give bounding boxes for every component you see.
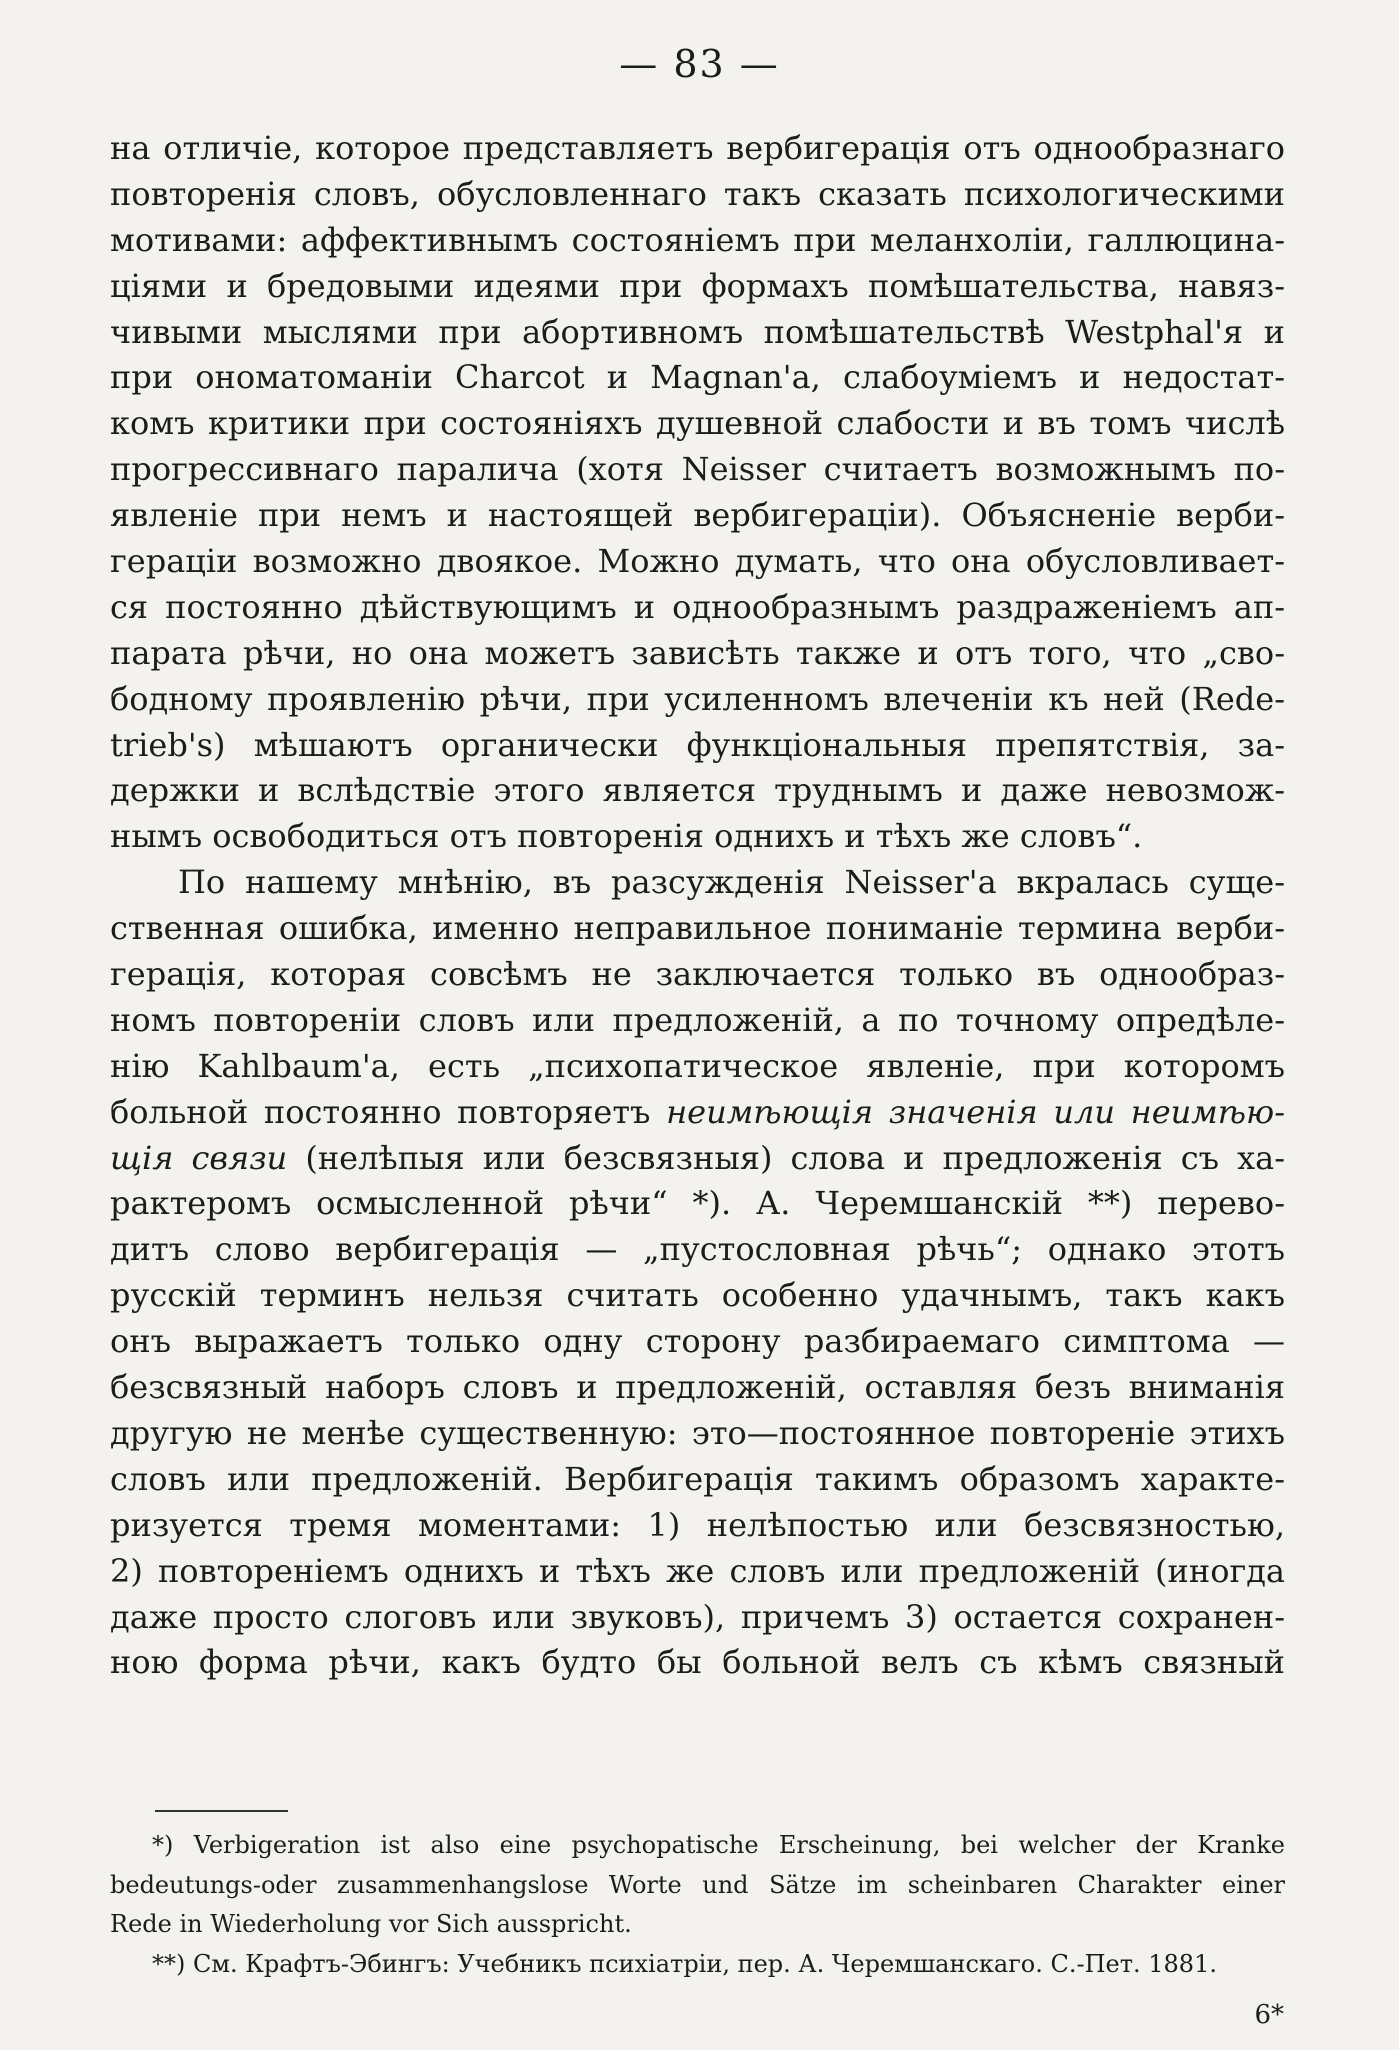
text-line: ственная ошибка, именно неправильное пониманіе термина верби- bbox=[110, 909, 1285, 948]
text-line: ся постоянно дѣйствующимъ и однообразнымъ раздраженіемъ ап- bbox=[110, 587, 1285, 626]
text-line bbox=[110, 1136, 1285, 1182]
text-line: русскій терминъ нельзя считать особенно удачнымъ, такъ какъ bbox=[110, 1276, 1285, 1315]
text-line: нію Kahlbaum'а, есть „психопатическое явленіе, при которомъ bbox=[110, 1046, 1285, 1085]
text-line: явленіе при немъ и настоящей вербигераціи). Объясненіе верби- bbox=[110, 496, 1285, 535]
text-line: даже просто слоговъ или звуковъ), причемъ 3) остается сохранен- bbox=[110, 1597, 1285, 1636]
text-line: комъ критики при состояніяхъ душевной слабости и въ томъ числѣ bbox=[110, 404, 1285, 443]
text-line: словъ или предложеній. Вербигерація такимъ образомъ характе- bbox=[110, 1459, 1285, 1498]
body-text bbox=[110, 126, 1285, 1686]
text-line: ною форма рѣчи, какъ будто бы больной велъ съ кѣмъ связный bbox=[110, 1643, 1285, 1682]
text-line: чивыми мыслями при абортивномъ помѣшательствѣ Westphal'я и bbox=[110, 312, 1285, 351]
footnote-line: **) См. Крафтъ-Эбингъ: Учебникъ психіатріи, пер. А. Черемшанскаго. С.-Пет. 1881. bbox=[152, 1949, 1217, 1978]
footnote-line: Rede in Wiederholung vor Sich ausspricht. bbox=[110, 1910, 632, 1938]
text-line: гераціи возможно двоякое. Можно думать, что она обусловливает- bbox=[110, 542, 1285, 581]
text-line: парата рѣчи, но она можетъ зависѣть также и отъ того, что „сво- bbox=[110, 633, 1285, 672]
signature-mark: 6* bbox=[1254, 2000, 1284, 2030]
footnote-line: *) Verbigeration ist also eine psychopatische Erscheinung, bei welcher der Kranke bbox=[152, 1831, 1285, 1859]
text-line: держки и вслѣдствіе этого является труднымъ и даже невозмож- bbox=[110, 771, 1285, 810]
text-line: безсвязный наборъ словъ и предложеній, оставляя безъ вниманія bbox=[110, 1368, 1285, 1407]
text-line: бодному проявленію рѣчи, при усиленномъ влеченіи къ ней (Rede- bbox=[110, 679, 1285, 718]
text-line: на отличіе, которое представляетъ вербигерація отъ однообразнаго bbox=[110, 129, 1285, 167]
text-line: По нашему мнѣнію, въ разсужденія Neisser'а вкралась суще- bbox=[178, 863, 1285, 902]
text-line: герація, которая совсѣмъ не заключается только въ однообраз- bbox=[110, 955, 1285, 994]
text-line bbox=[110, 1090, 1285, 1136]
footnotes bbox=[110, 1826, 1285, 1984]
footnote-separator bbox=[155, 1810, 288, 1812]
text-line: онъ выражаетъ только одну сторону разбираемаго симптома — bbox=[110, 1322, 1285, 1361]
text-segment: (нелѣпыя или безсвязныя) слова и предложенія съ ха- bbox=[287, 1138, 1286, 1177]
italic-quote: щія связи bbox=[110, 1138, 288, 1177]
text-line: рактеромъ осмысленной рѣчи“ *). А. Черемшанскій **) перево- bbox=[110, 1184, 1285, 1223]
italic-quote: неимѣющія значенія или неимѣю- bbox=[666, 1092, 1286, 1131]
page-number: — 83 — bbox=[619, 42, 780, 86]
text-line: дитъ слово вербигерація — „пустословная рѣчь“; однако этотъ bbox=[110, 1230, 1285, 1269]
text-line: мотивами: аффективнымъ состояніемъ при меланхоліи, галлюцина- bbox=[110, 220, 1285, 259]
text-segment: больной постоянно повторяетъ bbox=[110, 1092, 667, 1131]
text-line: другую не менѣе существенную: это—постоянное повтореніе этихъ bbox=[110, 1413, 1285, 1452]
text-line: номъ повтореніи словъ или предложеній, а по точному опредѣле- bbox=[110, 1000, 1285, 1039]
text-line: нымъ освободиться отъ повторенія однихъ и тѣхъ же словъ“. bbox=[110, 817, 1143, 856]
text-line: при ономатоманіи Charcot и Magnan'а, слабоуміемъ и недостат- bbox=[110, 358, 1285, 397]
text-line: trieb's) мѣшаютъ органически функціональныя препятствія, за- bbox=[110, 725, 1285, 764]
footnote-line: bedeutungs-oder zusammenhangslose Worte und Sätze im scheinbaren Charakter einer bbox=[110, 1870, 1285, 1899]
text-line: ризуется тремя моментами: 1) нелѣпостью или безсвязностью, bbox=[110, 1505, 1285, 1544]
text-line: повторенія словъ, обусловленнаго такъ сказать психологическими bbox=[110, 174, 1285, 213]
text-line: ціями и бредовыми идеями при формахъ помѣшательства, навяз- bbox=[110, 266, 1285, 305]
text-line: 2) повтореніемъ однихъ и тѣхъ же словъ или предложеній (иногда bbox=[110, 1551, 1285, 1590]
text-line: прогрессивнаго паралича (хотя Neisser считаетъ возможнымъ по- bbox=[110, 450, 1285, 489]
